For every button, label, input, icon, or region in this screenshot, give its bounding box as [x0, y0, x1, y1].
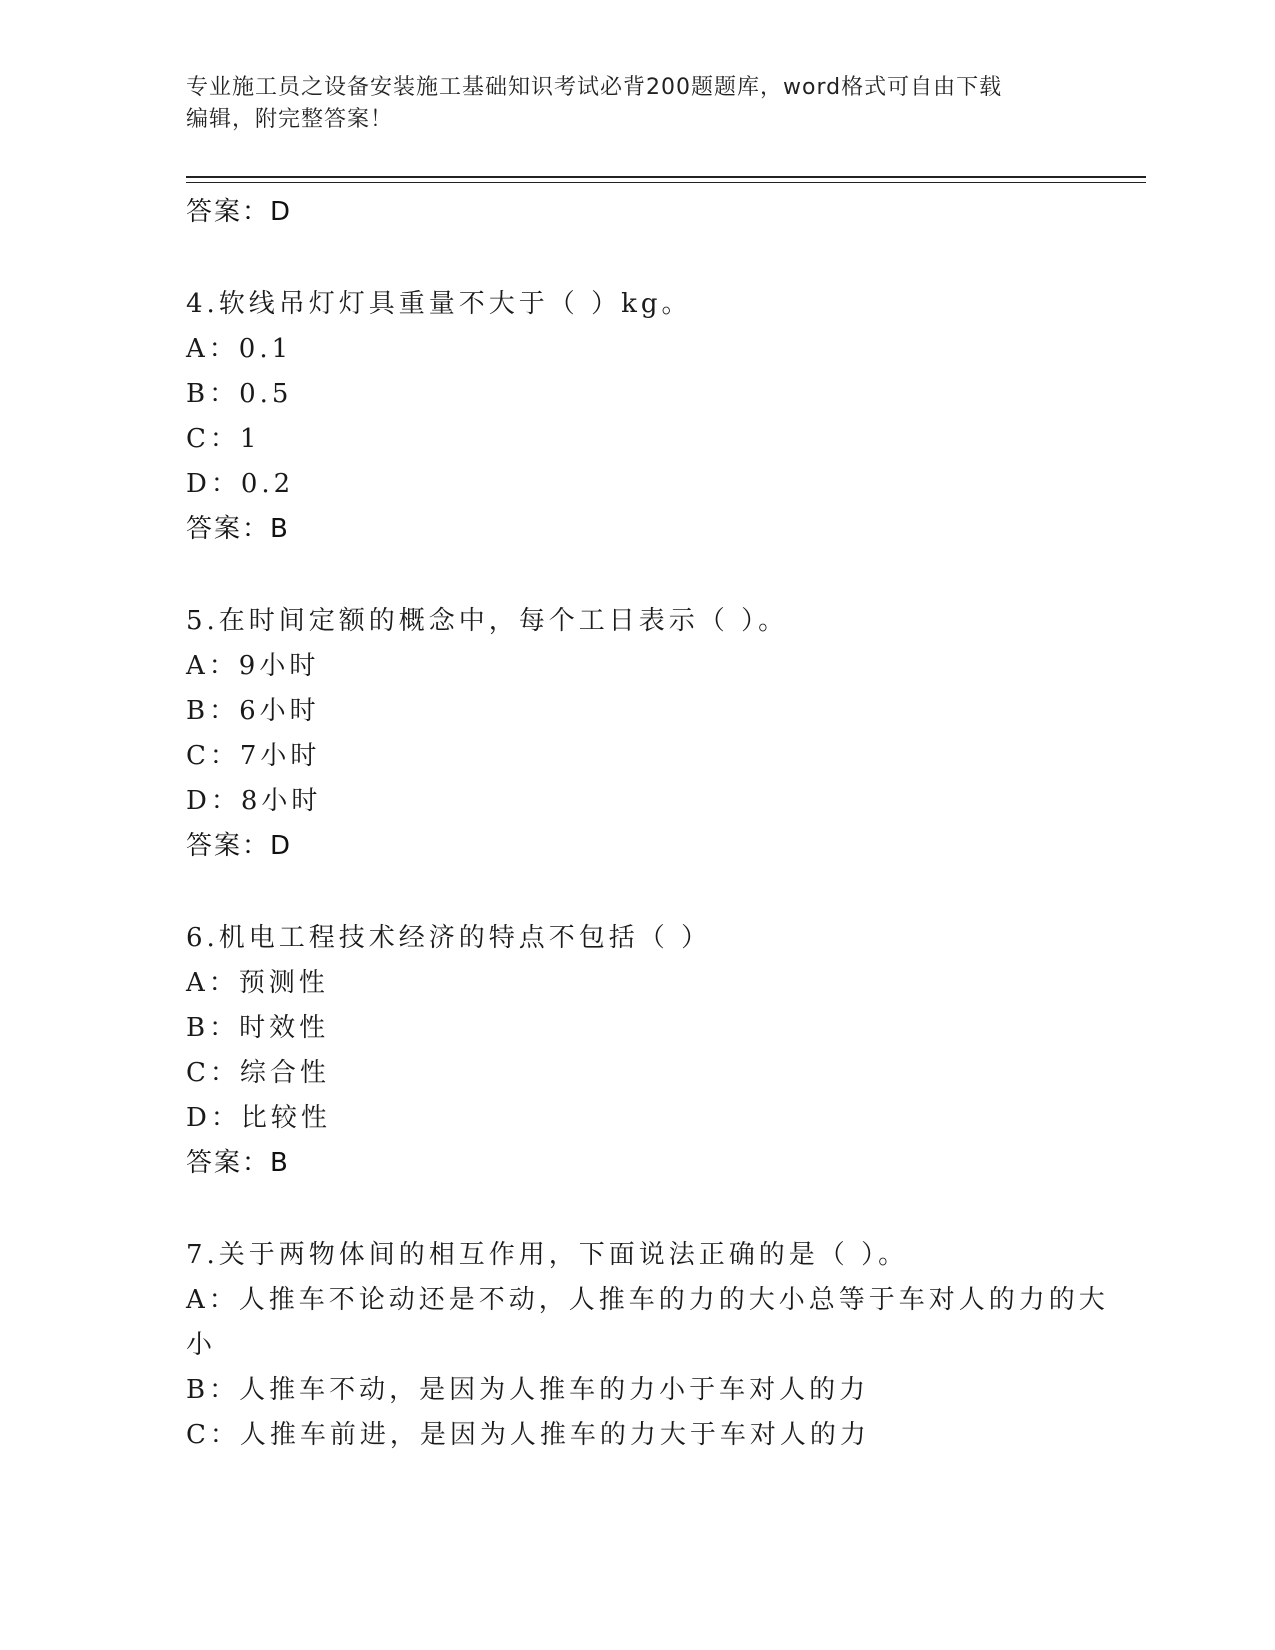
question-4	[186, 282, 1086, 552]
option-c: C：综合性	[186, 1058, 330, 1088]
spacer	[186, 1186, 1086, 1233]
document-header	[186, 72, 1066, 136]
option-a-continued: 小	[186, 1330, 217, 1360]
spacer	[186, 235, 1086, 282]
question-6	[186, 916, 1086, 1186]
question-answer: 答案：D	[186, 831, 293, 861]
option-a: A：人推车不论动还是不动，人推车的力的大小总等于车对人的力的大	[186, 1285, 1109, 1315]
option-b: B：6小时	[186, 696, 320, 726]
option-d: D：比较性	[186, 1103, 331, 1133]
option-b: B：时效性	[186, 1013, 330, 1043]
option-c: C：1	[186, 424, 261, 454]
question-answer: 答案：B	[186, 1148, 290, 1178]
question-stem: 6.机电工程技术经济的特点不包括（ ）	[186, 923, 712, 953]
spacer	[186, 552, 1086, 599]
option-c: C：人推车前进，是因为人推车的力大于车对人的力	[186, 1420, 870, 1450]
option-a: A：9小时	[186, 651, 320, 681]
question-list	[186, 190, 1109, 1458]
header-line-1: 专业施工员之设备安装施工基础知识考试必背200题题库，word格式可自由下载	[186, 75, 1003, 100]
header-rule-thick	[186, 176, 1146, 178]
question-stem: 5.在时间定额的概念中，每个工日表示（ ）。	[186, 606, 789, 636]
question-stem: 4.软线吊灯灯具重量不大于（ ）kg。	[186, 289, 692, 319]
option-b: B：0.5	[186, 379, 293, 409]
spacer	[186, 869, 1086, 916]
question-7	[186, 1233, 1109, 1458]
option-b: B：人推车不动，是因为人推车的力小于车对人的力	[186, 1375, 870, 1405]
option-a: A：预测性	[186, 968, 329, 998]
option-c: C：7小时	[186, 741, 321, 771]
question-answer: 答案：B	[186, 514, 290, 544]
header-rule-thin	[186, 182, 1146, 183]
question-stem: 7.关于两物体间的相互作用，下面说法正确的是（ ）。	[186, 1240, 909, 1270]
option-d: D：0.2	[186, 469, 295, 499]
previous-answer: 答案：D	[186, 197, 293, 227]
header-line-2: 编辑，附完整答案！	[186, 107, 394, 132]
option-a: A：0.1	[186, 334, 293, 364]
option-d: D：8小时	[186, 786, 322, 816]
question-5	[186, 599, 1086, 869]
